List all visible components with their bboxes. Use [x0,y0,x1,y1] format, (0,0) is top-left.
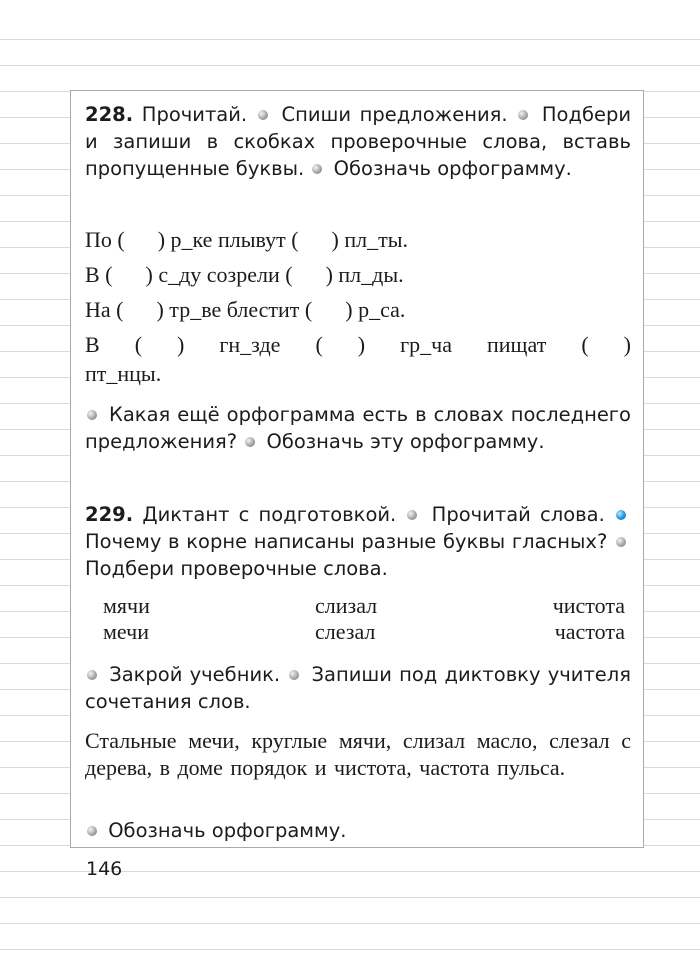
word: мечи [103,619,149,644]
word-row [85,619,625,645]
bullet-icon [407,510,417,520]
ex228-instr-a: Прочитай. [141,103,248,126]
bullet-icon [616,537,626,547]
ex229-dictation: Стальные мечи, круглые мячи, слизал масло, слезал с дерева, в доме порядок и чистота, частота пульса. [85,728,631,780]
exercise-frame [70,90,644,848]
page-number: 146 [86,858,123,880]
ex229-task-a: Закрой учебник. [109,663,281,686]
word-row [85,593,625,619]
word: частота [554,619,625,644]
bullet-icon [518,110,528,120]
ex228-instructions [85,101,631,182]
ex229-instr-c: Почему в корне написаны разные буквы гласных? [85,530,608,553]
word: мячи [103,593,150,618]
bullet-icon [312,164,322,174]
ex228-number: 228. [85,103,134,126]
sentence-2: В ( ) с_ду созрели ( ) пл_ды. [85,262,404,287]
bullet-icon [289,670,299,680]
sentence-1: По ( ) р_ке плывут ( ) пл_ты. [85,227,409,252]
bullet-icon [87,670,97,680]
sentence-4-cont: пт_нцы. [85,361,162,386]
ex228-question [85,401,631,455]
ex228-sentences [85,222,631,386]
ex229-instr-a: Диктант с подготовкой. [142,503,397,526]
ex228-instr-d: Обозначь орфограмму. [333,157,572,180]
ex229-final-text: Обозначь орфограмму. [108,819,347,842]
bullet-icon [87,826,97,836]
sentence-3: На ( ) тр_ве блестит ( ) р_са. [85,297,406,322]
ex229-number: 229. [85,503,134,526]
bullet-icon [245,437,255,447]
ex229-instr-d: Подбери проверочные слова. [85,557,388,580]
sentence-4: В ( ) гн_зде ( ) гр_ча пищат ( ) [85,332,631,357]
ex229-task [85,661,631,715]
ex229-task-b: Запиши под диктовку учителя сочетания слов. [85,663,631,713]
blue-bullet-icon [616,510,626,520]
ex229-instr-b: Прочитай слова. [431,503,605,526]
ex228-instr-c: Подбери и запиши в скобках проверочные слова, вставь пропущенные буквы. [85,103,632,180]
word: слезал [315,619,376,644]
ex229-instructions [85,501,631,582]
bullet-icon [258,110,268,120]
ex228-instr-b: Спиши предложения. [281,103,508,126]
word: слизал [315,593,378,618]
ex229-final [85,817,631,844]
ex229-word-table [85,593,625,645]
ex228-question-a: Какая ещё орфограмма есть в словах последнего предложения? [85,403,631,453]
ex228-question-b: Обозначь эту орфограмму. [266,430,545,453]
bullet-icon [87,410,97,420]
word: чистота [552,593,625,618]
